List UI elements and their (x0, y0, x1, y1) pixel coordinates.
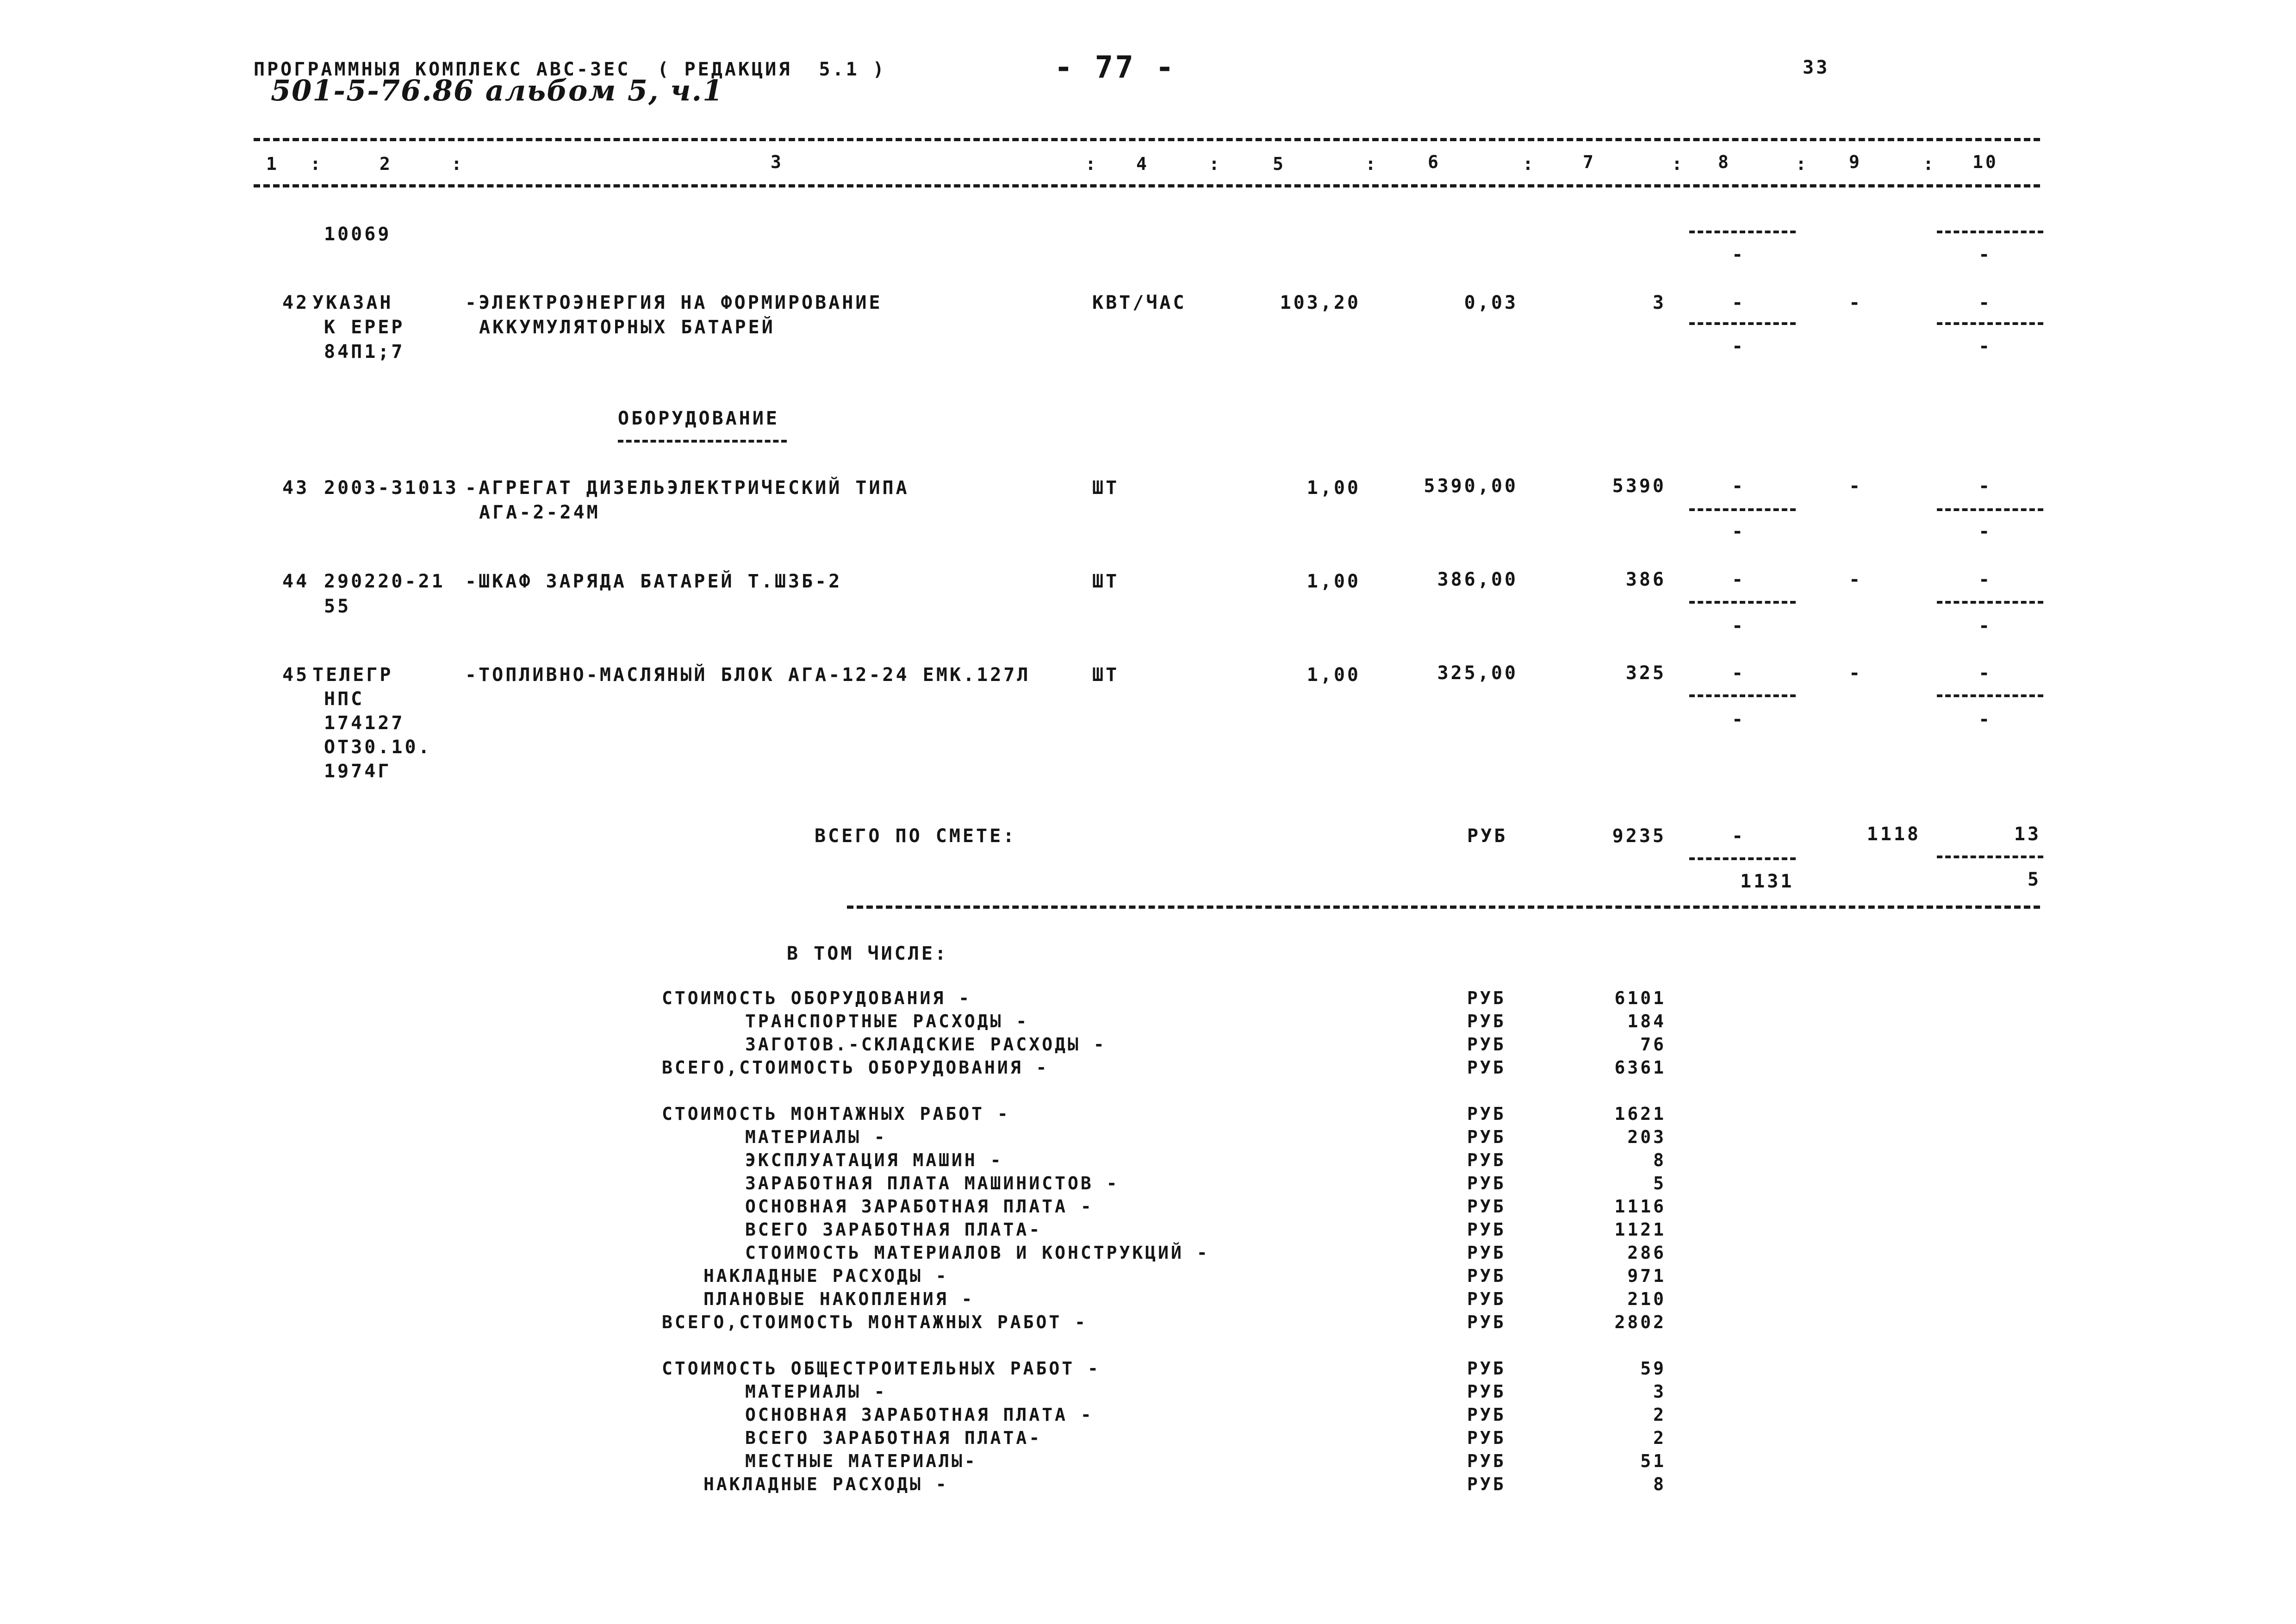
row-code-line: ТЕЛЕГР (312, 664, 393, 686)
c8-fraction-rule (1689, 231, 1796, 233)
row-qty: 1,00 (1307, 571, 1361, 592)
row-c10-sub: - (1979, 709, 1992, 730)
row-total: 386 (1625, 569, 1666, 590)
c10-fraction-rule (1937, 508, 2043, 511)
grand-total-value: 9235 (1612, 825, 1666, 847)
breakdown-value: 76 (1640, 1034, 1666, 1055)
breakdown-label: ВСЕГО ЗАРАБОТНАЯ ПЛАТА- (745, 1428, 1042, 1448)
breakdown-label: ЗАГОТОВ.-СКЛАДСКИЕ РАСХОДЫ - (745, 1034, 1107, 1055)
row-code-line: 55 (324, 596, 351, 617)
c10-fraction-rule (1937, 856, 2043, 858)
c8-fraction-rule (1689, 694, 1796, 697)
breakdown-unit: РУБ (1467, 1127, 1506, 1147)
breakdown-label: ВСЕГО ЗАРАБОТНАЯ ПЛАТА- (745, 1219, 1042, 1240)
row-c8-sub: - (1732, 709, 1746, 730)
breakdown-label: НАКЛАДНЫЕ РАСХОДЫ - (703, 1474, 949, 1494)
breakdown-unit: РУБ (1467, 1451, 1506, 1471)
row-description-line: -ШКАФ ЗАРЯДА БАТАРЕЙ Т.ШЗБ-2 (465, 571, 842, 592)
row-description-line: АККУМУЛЯТОРНЫХ БАТАРЕЙ (479, 317, 775, 338)
row-c9: - (1849, 569, 1863, 590)
row-description-line: -ЭЛЕКТРОЭНЕРГИЯ НА ФОРМИРОВАНИЕ (465, 292, 883, 313)
row-unit: КВТ/ЧАС (1092, 292, 1187, 313)
breakdown-label: СТОИМОСТЬ ОБЩЕСТРОИТЕЛЬНЫХ РАБОТ - (662, 1358, 1101, 1379)
breakdown-value: 971 (1627, 1266, 1666, 1286)
row-code-line: 174127 (324, 712, 405, 734)
breakdown-label: СТОИМОСТЬ МОНТАЖНЫХ РАБОТ - (662, 1104, 1010, 1124)
row-c10: - (1979, 569, 1992, 590)
c8-fraction-rule (1689, 601, 1796, 604)
col-separator: : (1085, 154, 1098, 174)
breakdown-value: 203 (1627, 1127, 1666, 1147)
row-qty: 103,20 (1280, 292, 1361, 313)
c10-fraction-rule (1937, 694, 2043, 697)
row-c9: - (1849, 662, 1863, 684)
breakdown-value: 286 (1627, 1243, 1666, 1263)
breakdown-unit: РУБ (1467, 1312, 1506, 1332)
col-separator: : (1672, 154, 1685, 174)
handwritten-album-reference: 501-5-76.86 альбом 5, ч.1 (271, 74, 724, 107)
row-c9: - (1849, 292, 1863, 313)
breakdown-unit: РУБ (1467, 1011, 1506, 1031)
breakdown-unit: РУБ (1467, 1057, 1506, 1078)
col-header-3: 3 (771, 152, 784, 172)
row-c10: - (1979, 662, 1992, 684)
c10-fraction-rule (1937, 322, 2043, 325)
breakdown-value: 1621 (1614, 1104, 1666, 1124)
row-code-line: 290220-21 (324, 571, 445, 592)
total-rule (847, 906, 2040, 909)
breakdown-value: 2 (1653, 1428, 1666, 1448)
row-c10: - (1979, 292, 1992, 313)
row-description-line: -АГРЕГАТ ДИЗЕЛЬЭЛЕКТРИЧЕСКИЙ ТИПА (465, 477, 909, 499)
breakdown-label: ТРАНСПОРТНЫЕ РАСХОДЫ - (745, 1011, 1029, 1031)
breakdown-unit: РУБ (1467, 1173, 1506, 1193)
row-number: 45 (282, 664, 310, 686)
c8-fraction-rule (1689, 508, 1796, 511)
c10-fraction-rule (1937, 601, 2043, 604)
row-unit: ШТ (1092, 664, 1120, 686)
breakdown-unit: РУБ (1467, 988, 1506, 1008)
row-code-line: НПС (324, 688, 365, 710)
page-center-marker: - 77 - (1054, 50, 1176, 85)
breakdown-label: ВСЕГО,СТОИМОСТЬ ОБОРУДОВАНИЯ - (662, 1057, 1049, 1078)
breakdown-label: СТОИМОСТЬ МАТЕРИАЛОВ И КОНСТРУКЦИЙ - (745, 1243, 1210, 1263)
c8-sub-value: - (1732, 244, 1746, 265)
breakdown-unit: РУБ (1467, 1381, 1506, 1402)
row-total: 325 (1625, 662, 1666, 684)
page-number: 33 (1803, 57, 1830, 78)
breakdown-value: 5 (1653, 1173, 1666, 1193)
col-separator: : (1209, 154, 1222, 174)
row-number: 42 (282, 292, 310, 313)
grand-total-label: ВСЕГО ПО СМЕТЕ: (815, 825, 1017, 847)
row-c8: - (1732, 292, 1746, 313)
row-code: 10069 (324, 224, 392, 245)
breakdown-label: ЭКСПЛУАТАЦИЯ МАШИН - (745, 1150, 1003, 1170)
including-label: В ТОМ ЧИСЛЕ: (787, 943, 948, 964)
breakdown-value: 1116 (1614, 1196, 1666, 1217)
row-code-line: К ЕРЕР (324, 317, 405, 338)
breakdown-unit: РУБ (1467, 1034, 1506, 1055)
grand-total-c10: 13 (2014, 824, 2041, 845)
breakdown-label: НАКЛАДНЫЕ РАСХОДЫ - (703, 1266, 949, 1286)
breakdown-unit: РУБ (1467, 1243, 1506, 1263)
row-number: 44 (282, 571, 310, 592)
row-code-line: 84П1;7 (324, 341, 405, 362)
breakdown-unit: РУБ (1467, 1219, 1506, 1240)
row-number: 43 (282, 477, 310, 499)
grand-total-unit: РУБ (1467, 825, 1508, 847)
breakdown-unit: РУБ (1467, 1104, 1506, 1124)
breakdown-value: 8 (1653, 1150, 1666, 1170)
col-separator: : (1796, 154, 1809, 174)
row-price: 386,00 (1437, 569, 1518, 590)
breakdown-label: ОСНОВНАЯ ЗАРАБОТНАЯ ПЛАТА - (745, 1405, 1094, 1425)
row-c8-sub: - (1732, 521, 1746, 542)
breakdown-unit: РУБ (1467, 1474, 1506, 1494)
breakdown-value: 59 (1640, 1358, 1666, 1379)
breakdown-unit: РУБ (1467, 1196, 1506, 1217)
col-header-10: 10 (1972, 152, 1998, 172)
col-header-9: 9 (1849, 152, 1862, 172)
breakdown-value: 2802 (1614, 1312, 1666, 1332)
row-c8-sub: - (1732, 615, 1746, 637)
col-header-5: 5 (1273, 154, 1286, 174)
section-heading-equipment: ОБОРУДОВАНИЕ (618, 408, 779, 429)
row-price: 325,00 (1437, 662, 1518, 684)
row-code-line: 2003-31013 (324, 477, 459, 499)
col-separators: : (310, 154, 323, 174)
row-unit: ШТ (1092, 571, 1120, 592)
breakdown-unit: РУБ (1467, 1150, 1506, 1170)
col-separator: : (1365, 154, 1378, 174)
breakdown-label: ЗАРАБОТНАЯ ПЛАТА МАШИНИСТОВ - (745, 1173, 1120, 1193)
row-description-line: -ТОПЛИВНО-МАСЛЯНЫЙ БЛОК АГА-12-24 ЕМК.127Л (465, 664, 1031, 686)
grand-total-c10-sub: 5 (2027, 869, 2041, 890)
row-c8-sub: - (1732, 336, 1746, 357)
breakdown-label: СТОИМОСТЬ ОБОРУДОВАНИЯ - (662, 988, 972, 1008)
row-c10-sub: - (1979, 336, 1992, 357)
breakdown-unit: РУБ (1467, 1358, 1506, 1379)
col-separator: : (1523, 154, 1536, 174)
program-title: ПРОГРАММНЫЯ КОМПЛЕКС АВС-ЗЕС ( РЕДАКЦИЯ 5.1 ) (254, 59, 886, 80)
col-header-2: 2 (380, 154, 392, 174)
breakdown-label: ОСНОВНАЯ ЗАРАБОТНАЯ ПЛАТА - (745, 1196, 1094, 1217)
row-c10-sub: - (1979, 521, 1992, 542)
row-code-line: УКАЗАН (312, 292, 393, 313)
breakdown-unit: РУБ (1467, 1289, 1506, 1309)
breakdown-unit: РУБ (1467, 1266, 1506, 1286)
col-header-6: 6 (1428, 152, 1441, 172)
breakdown-label: МАТЕРИАЛЫ - (745, 1127, 887, 1147)
col-header-7: 7 (1583, 152, 1596, 172)
breakdown-value: 3 (1653, 1381, 1666, 1402)
grand-total-c9: 1118 (1867, 824, 1921, 845)
c10-sub-value: - (1979, 244, 1992, 265)
row-total: 5390 (1612, 475, 1666, 497)
row-qty: 1,00 (1307, 664, 1361, 686)
breakdown-value: 6101 (1614, 988, 1666, 1008)
row-c8: - (1732, 569, 1746, 590)
col-header-1: 1 (266, 154, 279, 174)
grand-total-c8: - (1732, 825, 1746, 847)
c8-fraction-rule (1689, 857, 1796, 860)
row-qty: 1,00 (1307, 477, 1361, 499)
breakdown-unit: РУБ (1467, 1428, 1506, 1448)
breakdown-value: 210 (1627, 1289, 1666, 1309)
col-header-4: 4 (1136, 154, 1149, 174)
breakdown-value: 1121 (1614, 1219, 1666, 1240)
header-rule-bottom (254, 184, 2040, 187)
row-c8: - (1732, 662, 1746, 684)
row-price: 5390,00 (1424, 475, 1518, 497)
breakdown-value: 51 (1640, 1451, 1666, 1471)
breakdown-label: МАТЕРИАЛЫ - (745, 1381, 887, 1402)
row-price: 0,03 (1464, 292, 1518, 313)
row-total: 3 (1652, 292, 1666, 313)
breakdown-label: ВСЕГО,СТОИМОСТЬ МОНТАЖНЫХ РАБОТ - (662, 1312, 1088, 1332)
row-c8: - (1732, 475, 1746, 497)
col-header-8: 8 (1718, 152, 1731, 172)
breakdown-value: 8 (1653, 1474, 1666, 1494)
breakdown-value: 6361 (1614, 1057, 1666, 1078)
c8-fraction-rule (1689, 322, 1796, 325)
row-description-line: АГА-2-24М (479, 502, 600, 523)
breakdown-value: 184 (1627, 1011, 1666, 1031)
row-c10-sub: - (1979, 615, 1992, 637)
col-separator: : (1923, 154, 1936, 174)
breakdown-value: 2 (1653, 1405, 1666, 1425)
row-c10: - (1979, 475, 1992, 497)
col-separator: : (451, 154, 464, 174)
breakdown-label: МЕСТНЫЕ МАТЕРИАЛЫ- (745, 1451, 977, 1471)
header-rule-top (254, 138, 2040, 141)
grand-total-c8-sub: 1131 (1740, 871, 1794, 892)
row-code-line: ОТ30.10. (324, 737, 432, 758)
row-c9: - (1849, 475, 1863, 497)
row-code-line: 1974Г (324, 761, 392, 782)
row-unit: ШТ (1092, 477, 1120, 499)
section-heading-underline (618, 440, 787, 443)
c10-fraction-rule (1937, 231, 2043, 233)
breakdown-unit: РУБ (1467, 1405, 1506, 1425)
breakdown-label: ПЛАНОВЫЕ НАКОПЛЕНИЯ - (703, 1289, 975, 1309)
